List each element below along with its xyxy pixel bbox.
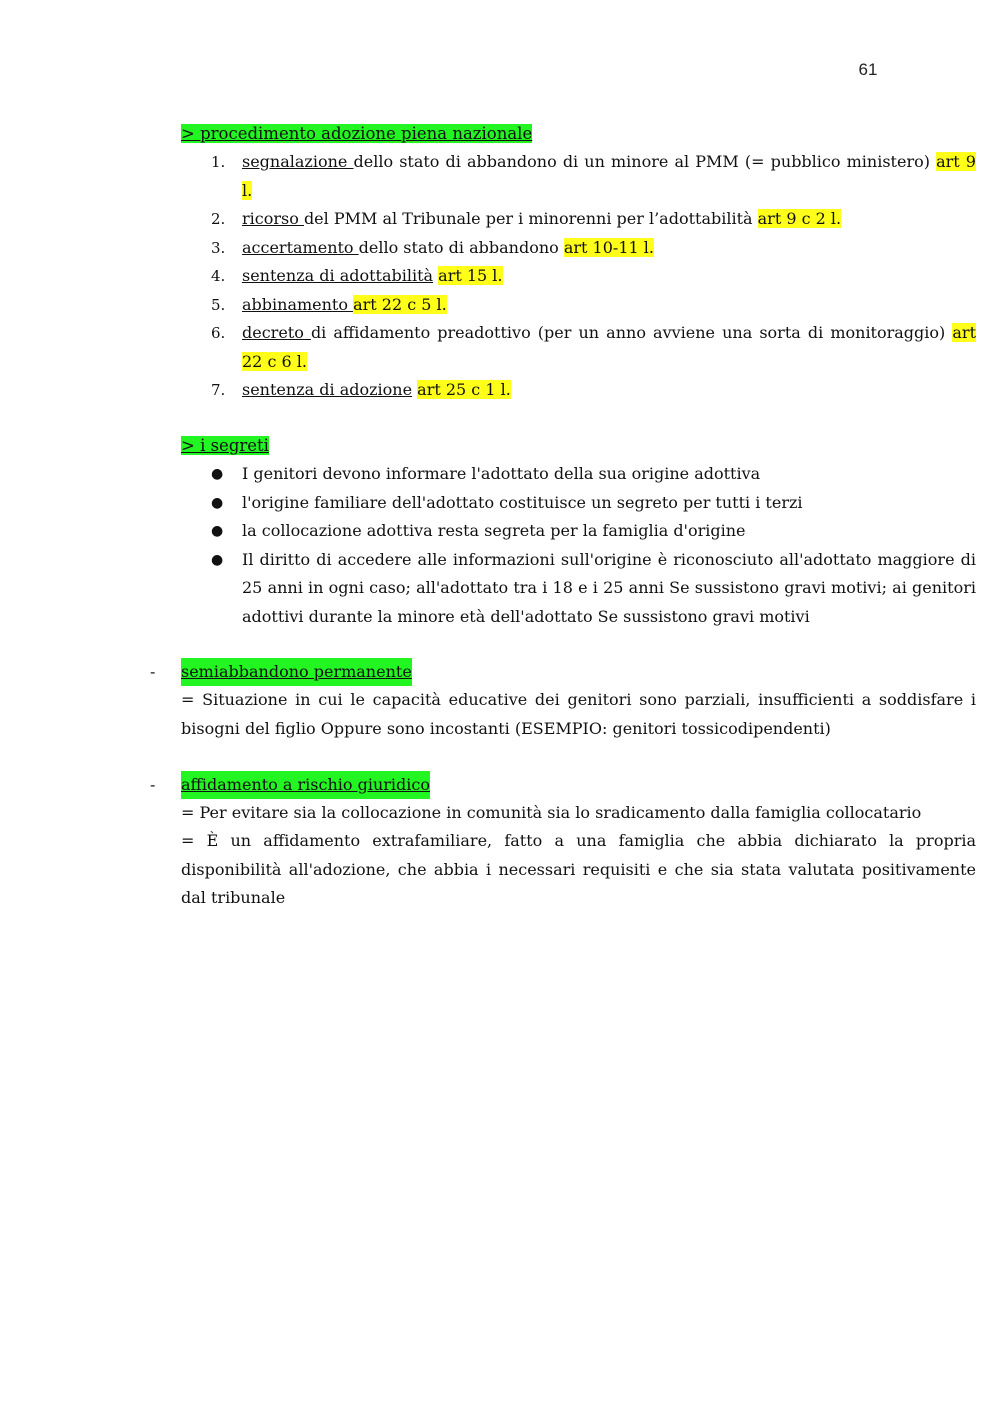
step-term: abbinamento [242,294,354,314]
step-text: di affidamento preadottivo (per un anno avviene una sorta di monitoraggio) [310,323,953,342]
step-reference: art 25 c 1 l. [417,380,511,399]
dash-marker: - [150,662,156,681]
step-reference: art 22 c 5 l. [353,294,447,314]
procedure-heading-text: > procedimento adozione piena nazionale [181,124,533,143]
page-number: 61 [858,60,878,79]
semiabbandono-title: semiabbandono permanente [181,658,412,686]
affidamento-paragraph-1: = Per evitare sia la collocazione in comunità sia lo sradicamento dalla famiglia collocatario [181,803,922,822]
affidamento-paragraph-2: = È un affidamento extrafamiliare, fatto a una famiglia che abbia dichiarato la propria disponibilità all'adozione, che abbia i necessari requisiti e che sia stata valutata positivamente dal tribunale [181,831,976,907]
bullet-text: Il diritto di accedere alle informazioni sull'origine è riconosciuto all'adottato maggiore di 25 anni in ogni caso; all'adottato tra i 18 e i 25 anni Se sussistono gravi motivi; ai genitori adottivi durante la minore età dell'adottato Se sussistono gravi motivi [242,549,976,626]
procedure-heading [181,120,532,148]
list-item [181,489,976,518]
step-term: ricorso [242,209,304,228]
list-item [181,319,976,376]
bullet-icon: ● [211,466,224,482]
secrets-bullet-list [181,460,976,631]
step-term: segnalazione [242,152,354,171]
semiabbandono-paragraph: = Situazione in cui le capacità educative dei genitori sono parziali, insufficienti a soddisfare i bisogni del figlio Oppure sono incostanti (ESEMPIO: genitori tossicodipendenti) [181,690,976,738]
step-reference: art 9 c 2 l. [757,209,842,228]
step-term: accertamento [242,237,359,257]
step-number: 5. [211,295,226,314]
list-item [181,291,976,320]
secrets-heading [181,432,269,460]
step-term: sentenza di adottabilità [242,266,434,285]
affidamento-title: affidamento a rischio giuridico [181,771,430,799]
step-number: 3. [211,238,226,257]
list-item [181,234,976,263]
list-item [181,460,976,489]
bullet-text: la collocazione adottiva resta segreta per la famiglia d'origine [242,521,746,540]
step-number: 1. [211,153,226,171]
step-reference: art 22 c 6 l. [242,323,976,371]
list-item [181,148,976,205]
step-text: dello stato di abbandono di un minore al PMM (= pubblico ministero) [353,152,937,171]
procedure-steps-list [181,148,976,405]
bullet-text: I genitori devono informare l'adottato della sua origine adottiva [242,464,761,483]
step-number: 7. [211,381,226,399]
step-number: 6. [211,324,226,342]
bullet-icon: ● [211,523,224,539]
dash-marker: - [150,775,156,794]
secrets-heading-text: > i segreti [181,436,269,455]
step-reference: art 15 l. [438,266,503,285]
bullet-text: l'origine familiare dell'adottato costituisce un segreto per tutti i terzi [242,492,803,512]
step-term: sentenza di adozione [242,380,413,399]
list-item [181,376,976,405]
step-number: 4. [211,267,226,285]
list-item [181,546,976,632]
step-text: del PMM al Tribunale per i minorenni per l’adottabilità [303,209,758,228]
step-term: decreto [242,323,311,342]
list-item [181,517,976,546]
bullet-icon: ● [211,551,224,568]
list-item [181,262,976,291]
bullet-icon: ● [211,494,224,511]
step-number: 2. [211,210,226,228]
step-text: dello stato di abbandono [358,237,564,257]
step-reference: art 10-11 l. [563,237,654,257]
step-reference: art 9 l. [242,152,976,200]
list-item [181,205,976,234]
